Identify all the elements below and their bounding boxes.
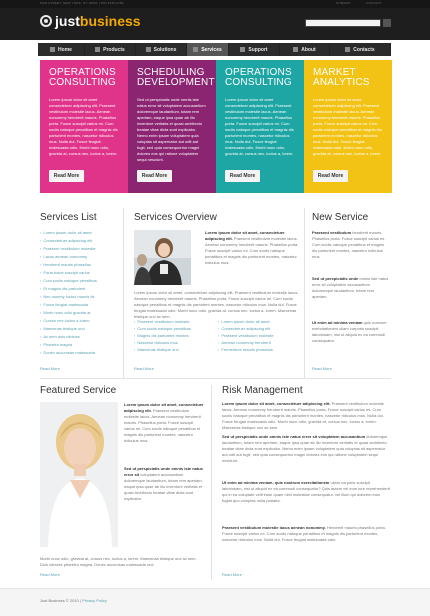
read-more-button[interactable]: Read More	[49, 170, 84, 182]
top-address: MAN STREET, NEW YORK, NY 10001 | 800.2345.6789	[40, 1, 124, 5]
overview-list-item[interactable]: › Maecenas tristique orci	[134, 346, 214, 353]
nav-support[interactable]	[229, 43, 280, 56]
overview-intro-bold: Lorem ipsum dolor sit amet, consectetuer adipiscing elit.	[205, 230, 285, 241]
p-bold: Lorem ipsum dolor sit amet, consectetuer adipiscing elit.	[222, 401, 331, 406]
overview-list-item[interactable]: › Consectetuer adipiscing elit	[218, 325, 300, 332]
promo-box-operations-2	[216, 60, 304, 193]
new-service-p2	[312, 276, 390, 300]
p-text: Praesent vestibulum molestie lacus. Aenean nonummy hendrerit mauris. Phasellus porta. Fusce suscipit varius mi. Cum sociis natoque penatibus et magnis dis parturient montes, nascetur ridiculus mus. Nulla dui. Fusce feugiat malesuada odio. Morbi nunc odio, gravida at, cursus nec, luctus a, lorem. Maecenas tristique orci ac sem.	[222, 401, 384, 430]
services-list-item[interactable]: › Cursus nec luctus a lorem	[40, 317, 120, 325]
new-service-more-link[interactable]: Read More	[312, 366, 332, 371]
services-list-item[interactable]: › Cum sociis natoque penatibus	[40, 277, 120, 285]
overview-list-1	[134, 318, 214, 353]
top-contact-link[interactable]: CONTACT	[366, 1, 382, 5]
services-list-item[interactable]: › Maecenas tristique orci	[40, 325, 120, 333]
read-more-button[interactable]: Read More	[137, 170, 172, 182]
services-list-item[interactable]: › Morbi nunc odio gravida at	[40, 309, 120, 317]
overview-list-item[interactable]: › Nascetur ridiculus mus	[134, 339, 214, 346]
read-more-button[interactable]: Read More	[225, 170, 260, 182]
solutions-icon	[146, 47, 151, 52]
p-text: ullam corporis suscipit laboriosam, nisi ut aliquid ex ea commodi consequatur? Quis autem vel eum iure reprehenderit qui in ea voluptate velit esse quam nihil molestiae consequatur, vel illum qui dolorem eum fugiat quo voluptas nulla pariatur.	[222, 480, 390, 503]
site-footer	[0, 588, 430, 616]
featured-title: Featured Service	[40, 385, 117, 396]
top-sitemap-link[interactable]: SITEMAP	[336, 1, 351, 5]
services-list-item[interactable]: › Donec accumsan malesuada	[40, 349, 120, 357]
featured-p3: Morbi nunc odio, gravida at, cursus nec, luctus a, lorem. Maecenas tristique orci ac sem. Duis ultricies pharetra magna. Donec accumsan malesuada orci.	[40, 556, 197, 567]
p-bold: Sed ut perspiciatis unde	[312, 276, 359, 281]
featured-p2	[124, 466, 204, 502]
about-icon	[293, 47, 298, 52]
divider	[304, 208, 305, 378]
services-list-more-link[interactable]: Read More	[40, 366, 60, 371]
promo-text: Lorem ipsum dolor sit amet consectetuer adipiscing elit. Praesent vestibulum molestie lacus. Aenean nonummy hendrerit mauris. Phasellus porta. Fusce suscipit varius mi. Cum sociis natoque penatibus et magnis dis parturient montes, nascetur ridiculus mus. Nulla dui. Fusce feugiat malesuada odio. Morbi nunc odio, gravida at, cursus nec, luctus a, lorem.	[49, 97, 118, 156]
promo-title: OPERATIONS CONSULTING	[49, 67, 116, 88]
p-bold: Ut enim ad minima veniam, quis nostrum exercitationem	[222, 480, 330, 485]
p-bold: Praesent vestibulum molestie lacus aenean nonummy.	[222, 525, 326, 530]
promo-box-market	[304, 60, 392, 193]
logo-icon[interactable]	[40, 15, 52, 27]
services-list-title: Services List	[40, 212, 97, 223]
p-bold: Sed ut perspiciatis unde omnis iste natus error sit	[124, 466, 203, 477]
p-bold: Praesent vestibulum	[312, 230, 352, 235]
p-text: hendrerit mauris. Phasellus porta. Fusce suscipit varius mi. Cum sociis natoque penatibus et magnis dis parturient montes, nascetur ridiculus mus.	[312, 230, 386, 259]
promo-text: Lorem ipsum dolor sit amet consectetuer adipiscing elit. Praesent vestibulum molestie lacus. Aenean nonummy hendrerit mauris. Phasellus porta. Fusce suscipit varius mi. Cum sociis natoque penatibus et magnis dis parturient montes, nascetur ridiculus mus. Nulla dui. Fusce feugiat malesuada odio. Morbi nunc odio, gravida at, cursus nec, luctus a, lorem.	[313, 97, 382, 156]
home-icon	[50, 47, 55, 52]
brand-part-b: business	[79, 13, 141, 29]
overview-list-item[interactable]: › Praesent vestibulum molestie	[218, 332, 300, 339]
nav-products[interactable]	[85, 43, 136, 56]
overview-body: Lorem ipsum dolor sit amet, consectetuer adipiscing elit. Praesent vestibulum molestie lacus. Aenean nonummy hendrerit mauris. Phasellus porta. Fusce suscipit varius mi. Cum sociis natoque penatibus et magnis dis parturient montes, nascetur ridiculus mus. Nulla dui. Fusce feugiat malesuada odio. Morbi nunc odio, gravida at, cursus nec, luctus a, lorem. Maecenas tristique orci ac sem.	[134, 290, 299, 319]
services-list-item[interactable]: › Lorem ipsum dolor sit amet	[40, 229, 120, 237]
promo-text: Lorem ipsum dolor sit amet consectetuer adipiscing elit. Praesent vestibulum molestie lacus. Aenean nonummy hendrerit mauris. Phasellus porta. Fusce suscipit varius mi. Cum sociis natoque penatibus et magnis dis parturient montes, nascetur ridiculus mus. Nulla dui. Fusce feugiat malesuada odio. Morbi nunc odio, gravida at, cursus nec, luctus a, lorem.	[225, 97, 294, 156]
support-icon	[240, 47, 245, 52]
risk-p3	[222, 480, 390, 504]
nav-contacts[interactable]	[330, 43, 391, 56]
p-bold: Lorem ipsum dolor sit amet, consectetuer adipiscing elit.	[124, 402, 204, 413]
services-list-item[interactable]: › Fusce feugiat malesuada	[40, 301, 120, 309]
promo-title: SCHEDULING DEVELOPMENT	[137, 67, 215, 88]
new-service-title: New Service	[312, 212, 369, 223]
new-service-p1	[312, 230, 390, 260]
promo-box-scheduling	[128, 60, 216, 193]
overview-list-item[interactable]: › Lorem ipsum dolor sit amet	[218, 318, 300, 325]
risk-more-link[interactable]: Read More	[222, 572, 242, 577]
overview-list-item[interactable]: › Cum sociis natoque penatibus	[134, 325, 214, 332]
overview-list-item[interactable]: › Fermentum mauris phasellus	[218, 346, 300, 353]
featured-more-link[interactable]: Read More	[40, 572, 60, 577]
overview-list-item[interactable]: › Magnis dis parturient montes	[134, 332, 214, 339]
promo-box-operations	[40, 60, 128, 193]
services-list-item[interactable]: › Lacus aenean nonummy	[40, 253, 120, 261]
overview-photo	[134, 230, 191, 285]
nav-home[interactable]	[38, 43, 85, 56]
nav-label: About	[301, 46, 316, 53]
p-bold: Ut enim ad minima veniam	[312, 320, 363, 325]
copyright: Just Business © 2010 |	[40, 598, 81, 603]
overview-list-item[interactable]: › Aenean nonummy hendrerit	[218, 339, 300, 346]
services-list-item[interactable]: › Hendrerit mauris phasellus	[40, 261, 120, 269]
overview-title: Services Overview	[134, 212, 217, 223]
services-list-item[interactable]: › Et magnis dis parturient	[40, 285, 120, 293]
promo-title: OPERATIONS CONSULTING	[225, 67, 292, 88]
search-button[interactable]	[383, 19, 391, 27]
nav-label: Home	[58, 46, 72, 53]
risk-title: Risk Management	[222, 385, 303, 396]
p-text: Praesent vestibulum molestie lacus. Aenean nonummy hendrerit mauris. Phasellus porta. Fusce suscipit varius mi. Cum sociis natoque penatibus et magnis dis parturient montes, nascetur ridiculus mus.	[124, 408, 201, 443]
featured-p1	[124, 402, 204, 444]
top-strip	[0, 0, 430, 8]
p-text: omnis iste natus error sit voluptatem accusantium doloremque laudantium, totam rem aperiam.	[312, 276, 389, 299]
services-list-item[interactable]: › Consectetuer adipiscing elit	[40, 237, 120, 245]
promo-title: MARKET ANALYTICS	[313, 67, 370, 88]
overview-intro	[205, 230, 300, 266]
divider	[123, 208, 124, 378]
overview-list-item[interactable]: › Praesent vestibulum molestie	[134, 318, 214, 325]
nav-about[interactable]	[280, 43, 330, 56]
privacy-policy-link[interactable]: Privacy Policy	[82, 598, 107, 603]
p-text: Hendrerit mauris phasellus porta. Fusce suscipit varius mi. Cum sociis natoque penatibus et magnis dis parturient montes, nascetur ridiculus mus. Nulla dui. Fusce feugiat malesuada odio.	[222, 525, 386, 542]
nav-solutions[interactable]	[136, 43, 187, 56]
services-list-item[interactable]: › Porta fusce suscipit varius	[40, 269, 120, 277]
overview-intro-text: Praesent vestibulum molestie lacus. Aenean nonummy hendrerit mauris. Phasellus porta. Fusce suscipit varius mi. Cum sociis natoque penatibus et magnis dis parturient montes, nascetur ridiculus mus.	[205, 236, 299, 265]
overview-list-2	[218, 318, 300, 353]
nav-label: Contacts	[353, 46, 375, 53]
p-text: quis nostrum exercitationem ullam corporis suscipit laboriosam, nisi ut aliquid ex ea commodi consequatur.	[312, 320, 387, 343]
products-icon	[95, 47, 100, 52]
site-header	[0, 0, 430, 40]
p-text: doloremque laudantium, totam rem aperiam, eaque ipsa quae ab illo inventore veritatis et quasi architecto beatae vitae dicta sunt explicabo. Nemo enim ipsam voluptatem quia voluptas sit aspernatur aut odit aut fugit, sed quia consequuntur magni dolores eos qui ratione voluptatem sequi nesciunt.	[222, 434, 388, 463]
risk-p2	[222, 434, 390, 464]
services-list-item[interactable]: › Nec nummy luctus mauris fis	[40, 293, 120, 301]
contacts-icon	[345, 47, 350, 52]
services-list	[40, 229, 120, 357]
p-bold: Sed ut perspiciatis unde omnis iste natus error sit voluptatem accusantium	[222, 434, 366, 439]
read-more-button[interactable]: Read More	[313, 170, 348, 182]
p-text: voluptatem accusantium doloremque laudantium, totam rem aperiam, eaque ipsa quae ab illo inventore veritatis et quasi architecto beatae vitae dicta sunt explicabo.	[124, 472, 203, 501]
main-nav	[38, 43, 391, 56]
nav-label: Services	[201, 46, 222, 53]
divider	[211, 385, 212, 580]
new-service-p3	[312, 320, 390, 344]
services-list-item[interactable]: › Praesent vestibulum molestie	[40, 245, 120, 253]
services-icon	[193, 47, 198, 52]
services-list-item[interactable]: › Pharetra magna	[40, 341, 120, 349]
nav-label: Solutions	[153, 46, 177, 53]
footer-text	[40, 598, 107, 603]
risk-p1	[222, 401, 390, 431]
nav-label: Support	[248, 46, 268, 53]
search-input[interactable]	[305, 19, 381, 27]
nav-services[interactable]	[187, 43, 229, 56]
nav-label: Products	[103, 46, 125, 53]
site-logo[interactable]	[55, 13, 141, 29]
services-list-item[interactable]: › Ac sem duis ultricies	[40, 333, 120, 341]
promo-text: Sed ut perspiciatis unde omnis iste natus error sit voluptatem accusantium doloremque laudantium, totam rem aperiam, eaque ipsa quae ab illo inventore veritatis et quasi architecto beatae vitae dicta sunt explicabo. Nemo enim ipsam voluptatem quia voluptas sit aspernatur aut odit aut fugit, sed quia consequuntur magni dolores eos qui ratione voluptatem sequi nesciunt.	[137, 97, 206, 162]
overview-more-link[interactable]: Read More	[134, 366, 154, 371]
section-divider	[40, 378, 391, 379]
brand-part-a: just	[55, 13, 80, 29]
risk-p4	[222, 525, 390, 543]
featured-photo	[40, 402, 118, 547]
